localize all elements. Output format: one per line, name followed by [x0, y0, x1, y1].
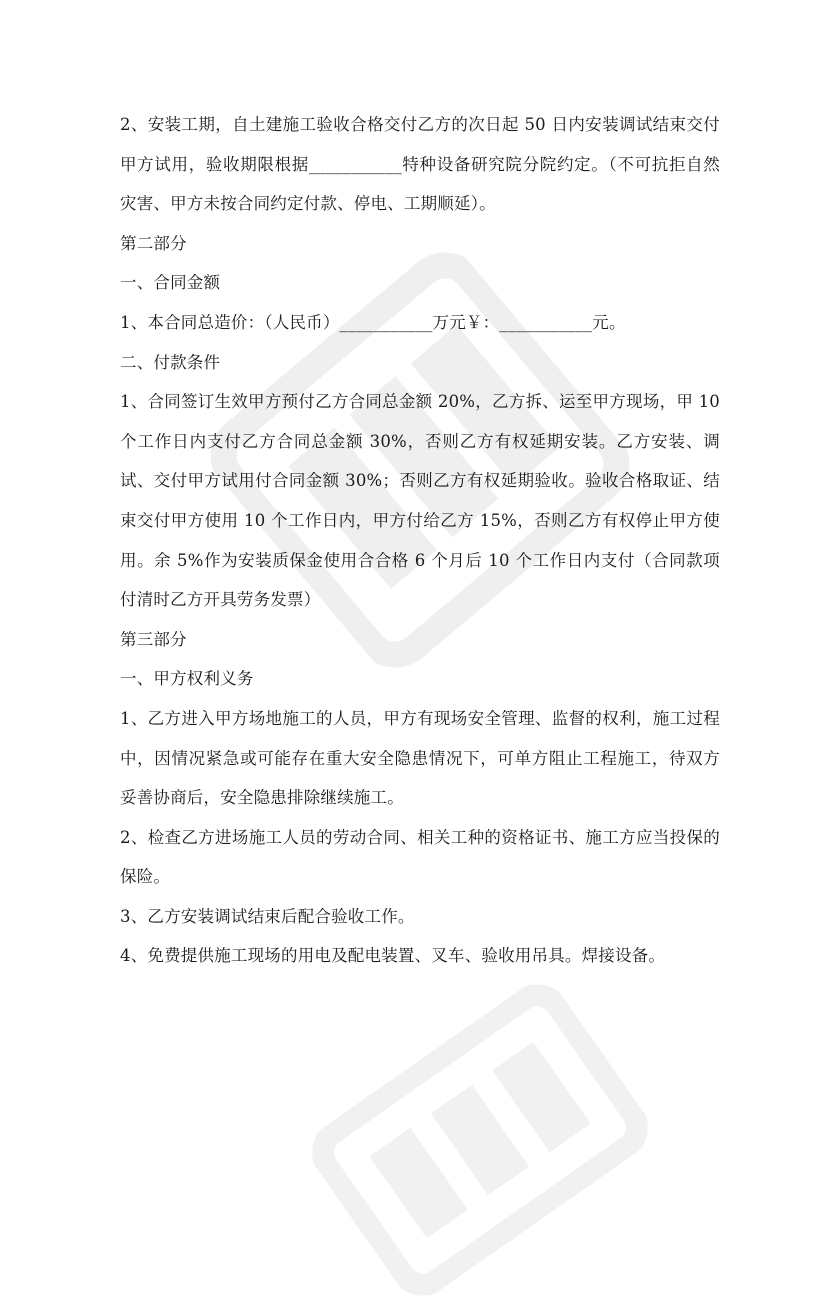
paragraph-acceptance-cooperation: 3、乙方安装调试结束后配合验收工作。 — [120, 906, 415, 926]
document-body — [120, 105, 720, 976]
subheading-payment-terms: 二、付款条件 — [120, 352, 221, 372]
watermark-logo-icon — [300, 972, 660, 1308]
section-heading-part-two: 第二部分 — [120, 233, 187, 253]
subheading-party-a-rights: 一、甲方权利义务 — [120, 669, 254, 689]
section-heading-part-three: 第三部分 — [120, 629, 187, 649]
paragraph-total-price: 1、本合同总造价：（人民币）___________万元￥：___________元。 — [120, 312, 626, 332]
paragraph-site-facilities: 4、免费提供施工现场的用电及配电装置、叉车、验收用吊具。焊接设备。 — [120, 946, 666, 966]
paragraph-payment-schedule: 1、合同签订生效甲方预付乙方合同总金额 20%，乙方拆、运至甲方现场，甲 10 个工作日内支付乙方合同总金额 30%，否则乙方有权延期安装。乙方安装、调试、交付甲方试用付合同金额 30%；否则乙方有权延期验收。验收合格取证、结束交付甲方使用 10 个工作日内，甲方付给乙方 15%，否则乙方有权停止甲方使用。余 5%作为安装质保金使用合合格 6 个月后 10 个工作日内支付（合同款项付清时乙方开具劳务发票） — [120, 392, 720, 610]
subheading-contract-amount: 一、合同金额 — [120, 273, 221, 293]
paragraph-personnel-check: 2、检查乙方进场施工人员的劳动合同、相关工种的资格证书、施工方应当投保的保险。 — [120, 827, 720, 887]
paragraph-site-safety: 1、乙方进入甲方场地施工的人员，甲方有现场安全管理、监督的权利，施工过程中，因情况紧急或可能存在重大安全隐患情况下，可单方阻止工程施工，待双方妥善协商后，安全隐患排除继续施工。 — [120, 708, 720, 808]
paragraph-installation-period: 2、安装工期，自土建施工验收合格交付乙方的次日起 50 日内安装调试结束交付甲方试用，验收期限根据___________特种设备研究院分院约定。（不可抗拒自然灾害、甲方未按合同约定付款、停电、工期顺延）。 — [120, 115, 720, 214]
